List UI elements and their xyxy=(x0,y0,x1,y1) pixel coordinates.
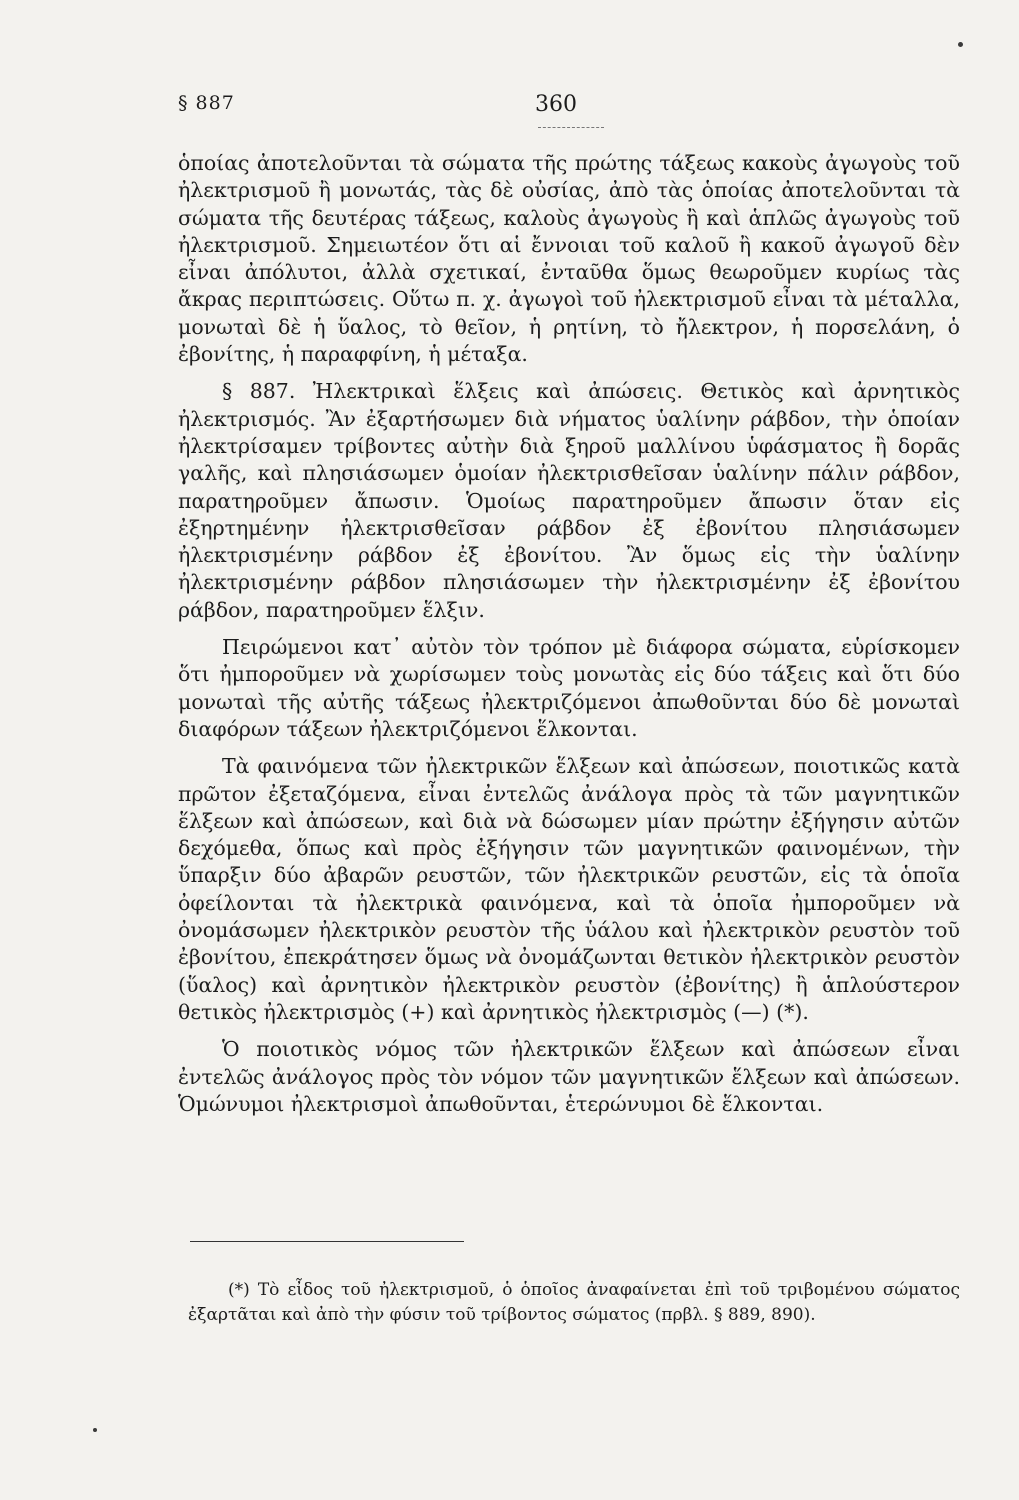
ink-spot xyxy=(93,1428,97,1432)
section-number: § 887 xyxy=(178,92,235,114)
paragraph-continuation: ὁποίας ἀποτελοῦνται τὰ σώματα τῆς πρώτης τάξεως κακοὺς ἀγωγοὺς τοῦ ἠλεκτρισμοῦ ἢ μονωτάς, τὰς δὲ οὐσίας, ἀπὸ τὰς ὁποίας ἀποτελοῦνται τὰ σώματα τῆς δευτέρας τάξεως, καλοὺς ἀγωγοὺς ἢ καὶ ἁπλῶς ἀγωγοὺς τοῦ ἠλεκτρισμοῦ. Σημειωτέον ὅτι αἱ ἔννοιαι τοῦ καλοῦ ἢ κακοῦ ἀγωγοῦ δὲν εἶναι ἀπόλυτοι, ἀλλὰ σχετικαί, ἐνταῦθα ὅμως θεωροῦμεν κυρίως τὰς ἄκρας περιπτώσεις. Οὕτω π. χ. ἀγωγοὶ τοῦ ἠλεκτρισμοῦ εἶναι τὰ μέταλλα, μονωταὶ δὲ ἡ ὕαλος, τὸ θεῖον, ἡ ρητίνη, τὸ ἤλεκτρον, ἡ πορσελάνη, ὁ ἐβονίτης, ἡ παραφφίνη, ἡ μέταξα. xyxy=(178,151,960,367)
paragraph-section-887: § 887. Ἠλεκτρικαὶ ἕλξεις καὶ ἀπώσεις. Θετικὸς καὶ ἀρνητικὸς ἠλεκτρισμός. Ἂν ἐξαρτήσωμεν διὰ νήματος ὑαλίνην ράβδον, τὴν ὁποίαν ἠλεκτρίσαμεν τρίβοντες αὐτὴν διὰ ξηροῦ μαλλίνου ὑφάσματος ἢ δορᾶς γαλῆς, καὶ πλησιάσωμεν ὁμοίαν ἠλεκτρισθεῖσαν ὑαλίνην πάλιν ράβδον, παρατηροῦμεν ἄπωσιν. Ὁμοίως παρατηροῦμεν ἄπωσιν ὅταν εἰς ἐξηρτημένην ἠλεκτρισθεῖσαν ράβδον ἐξ ἐβονίτου πλησιάσωμεν ἠλεκτρισμένην ράβδον ἐξ ἐβονίτου. Ἂν ὅμως εἰς τὴν ὑαλίνην ἠλεκτρισμένην ράβδον πλησιάσωμεν τὴν ἠλεκτρισμένην ἐξ ἐβονίτου ράβδον, παρατηροῦμεν ἕλξιν. xyxy=(178,379,960,622)
ink-spot xyxy=(958,42,963,47)
footnote: (*) Τὸ εἶδος τοῦ ἠλεκτρισμοῦ, ὁ ὁποῖος ἀναφαίνεται ἐπὶ τοῦ τριβομένου σώματος ἐξαρτᾶται καὶ ἀπὸ τὴν φύσιν τοῦ τρίβοντος σώματος (πρβλ. § 889, 890). xyxy=(188,1280,960,1325)
footnote-divider xyxy=(190,1241,464,1242)
page-number: 360 xyxy=(535,92,577,117)
page-number-underline xyxy=(538,127,604,128)
paragraph-fluids: Τὰ φαινόμενα τῶν ἠλεκτρικῶν ἕλξεων καὶ ἀπώσεων, ποιοτικῶς κατὰ πρῶτον ἐξεταζόμενα, εἶναι ἐντελῶς ἀνάλογα πρὸς τὰ τῶν μαγνητικῶν ἕλξεων καὶ ἀπώσεων, καὶ διὰ νὰ δώσωμεν μίαν πρώτην ἐξήγησιν αὐτῶν δεχόμεθα, ὅπως καὶ πρὸς ἐξήγησιν τῶν μαγνητικῶν φαινομένων, τὴν ὕπαρξιν δύο ἀβαρῶν ρευστῶν, τῶν ἠλεκτρικῶν ρευστῶν, εἰς τὰ ὁποῖα ὀφείλονται τὰ ἠλεκτρικὰ φαινόμενα, καὶ τὰ ὁποῖα ἠμποροῦμεν νὰ ὀνομάσωμεν ἠλεκτρικὸν ρευστὸν τῆς ὑάλου καὶ ἠλεκτρικὸν ρευστὸν τοῦ ἐβονίτου, ἐπεκράτησεν ὅμως νὰ ὀνομάζωνται θετικὸν ἠλεκτρικὸν ρευστὸν (ὕαλος) καὶ ἀρνητικὸν ἠλεκτρικὸν ρευστὸν (ἐβονίτης) ἢ ἁπλούστερον θετικὸς ἠλεκτρισμὸς (+) καὶ ἀρνητικὸς ἠλεκτρισμὸς (—) (*). xyxy=(178,754,960,1024)
paragraph-law: Ὁ ποιοτικὸς νόμος τῶν ἠλεκτρικῶν ἕλξεων καὶ ἀπώσεων εἶναι ἐντελῶς ἀνάλογος πρὸς τὸν νόμον τῶν μαγνητικῶν ἕλξεων καὶ ἀπώσεων. Ὁμώνυμοι ἠλεκτρισμοὶ ἀπωθοῦνται, ἑτερώνυμοι δὲ ἕλκονται. xyxy=(178,1037,960,1116)
body-text xyxy=(178,150,960,1118)
paragraph-classes: Πειρώμενοι κατ᾽ αὐτὸν τὸν τρόπον μὲ διάφορα σώματα, εὑρίσκομεν ὅτι ἠμποροῦμεν νὰ χωρίσωμεν τοὺς μονωτὰς εἰς δύο τάξεις καὶ ὅτι δύο μονωταὶ τῆς αὐτῆς τάξεως ἠλεκτριζόμενοι ἀπωθοῦνται δύο δὲ μονωταὶ διαφόρων τάξεων ἠλεκτριζόμενοι ἕλκονται. xyxy=(178,635,960,741)
